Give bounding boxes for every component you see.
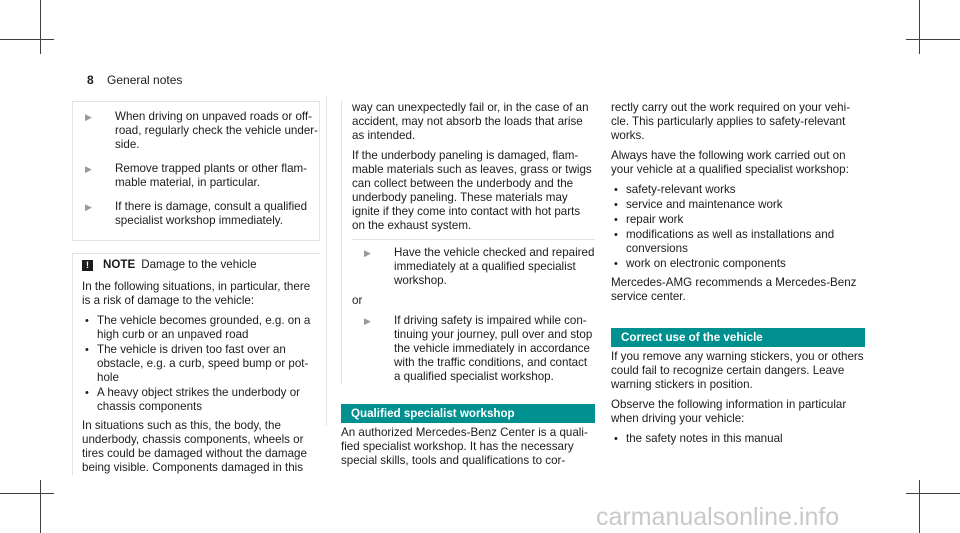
note-closing: In situations such as this, the body, the underbody, chassis components, wheels or tires could be damaged without the damage being visible. Components damaged in this (82, 419, 307, 474)
crop-mark (40, 0, 41, 54)
step-item (73, 162, 319, 190)
step-item (352, 246, 595, 288)
list-item (611, 213, 865, 227)
crop-mark (906, 39, 960, 40)
list-item-text: modifications as well as installations and conversions (626, 228, 835, 255)
step-text: If there is damage, consult a qualified specialist workshop immediately. (115, 200, 308, 227)
action-box (352, 239, 595, 384)
page-title: General notes (107, 73, 183, 87)
crop-mark (906, 493, 960, 494)
list-item (611, 432, 865, 446)
page-number: 8 (87, 73, 94, 87)
list-item-text: The vehicle is driven too fast over an obstacle, e.g. a curb, speed bump or pot-hole (97, 343, 309, 384)
list-item-text: the safety notes in this manual (626, 432, 783, 445)
list-item-text: A heavy object strikes the underbody or chassis components (97, 386, 301, 413)
note-label: NOTE (103, 258, 136, 271)
paragraph: An authorized Mercedes-Benz Center is a quali-fied specialist workshop. It has the necessary special skills, tools and qualifications to cor- (341, 426, 588, 467)
paragraph: Mercedes-AMG recommends a Mercedes-Benz service center. (611, 276, 857, 303)
bullet-list (611, 432, 865, 446)
paragraph: way can unexpectedly fail or, in the case of an accident, may not absorb the loads that arise as intended. (352, 101, 589, 142)
crop-mark (40, 480, 41, 533)
section-heading: Correct use of the vehicle (611, 328, 865, 347)
list-item-text: safety-relevant works (626, 183, 736, 196)
crop-mark (0, 39, 54, 40)
list-item-text: The vehicle becomes grounded, e.g. on a high curb or an unpaved road (97, 314, 311, 341)
list-item (611, 198, 865, 212)
bullet-icon: • (614, 433, 618, 445)
note-continuation (341, 101, 595, 384)
bullet-icon: • (614, 199, 618, 211)
list-item (611, 228, 865, 256)
column-1 (72, 101, 320, 481)
paragraph: rectly carry out the work required on your vehi-cle. This particularly applies to safety-relevant works. (611, 101, 851, 142)
paragraph: Observe the following information in particular when driving your vehicle: (611, 398, 847, 425)
note-bullet-list (82, 314, 320, 414)
or-text: or (352, 294, 363, 307)
step-text: When driving on unpaved roads or off-road, regularly check the vehicle under-side. (115, 110, 318, 151)
column-2 (341, 101, 595, 474)
paragraph: If you remove any warning stickers, you or others could fail to recognize certain dangers. Leave warning stickers in position. (611, 350, 864, 391)
note-intro: In the following situations, in particular, there is a risk of damage to the vehicle: (82, 280, 311, 307)
list-item (611, 257, 865, 271)
list-item-text: repair work (626, 213, 684, 226)
paragraph: Always have the following work carried out on your vehicle at a qualified specialist workshop: (611, 149, 849, 176)
arrow-right-icon: ▶ (85, 202, 92, 212)
bullet-icon: • (614, 214, 618, 226)
bullet-icon: • (614, 258, 618, 270)
column-divider (326, 96, 327, 426)
list-item (82, 343, 320, 385)
step-item (352, 314, 595, 384)
warning-icon: ! (82, 260, 93, 271)
list-item-text: service and maintenance work (626, 198, 783, 211)
note-box (72, 253, 320, 475)
crop-mark (919, 0, 920, 54)
crop-mark (919, 480, 920, 533)
bullet-icon: • (85, 315, 89, 327)
watermark: carmanualsonline.info (596, 503, 840, 531)
list-item (82, 314, 320, 342)
list-item (82, 386, 320, 414)
bullet-list (611, 183, 865, 271)
arrow-right-icon: ▶ (85, 164, 92, 174)
step-text: Remove trapped plants or other flam-mable material, in particular. (115, 162, 308, 189)
note-title: Damage to the vehicle (141, 258, 257, 271)
bullet-icon: • (85, 387, 89, 399)
paragraph: If the underbody paneling is damaged, flam-mable materials such as leaves, grass or twigs can collect between the underbody and the underbody paneling. These materials may ignite if they come into contact with hot parts on the exhaust system. (352, 149, 592, 232)
section-heading: Qualified specialist workshop (341, 404, 595, 423)
bullet-icon: • (614, 184, 618, 196)
steps-box (72, 101, 320, 241)
step-text: Have the vehicle checked and repaired immediately at a qualified specialist workshop. (394, 246, 595, 287)
bullet-icon: • (614, 229, 618, 241)
column-3 (611, 101, 865, 451)
step-item (73, 110, 319, 152)
step-item (73, 200, 319, 228)
list-item (611, 183, 865, 197)
arrow-right-icon: ▶ (85, 112, 92, 122)
crop-mark (0, 493, 54, 494)
arrow-right-icon: ▶ (364, 248, 371, 258)
step-text: If driving safety is impaired while con-tinuing your journey, pull over and stop the vehicle immediately in accordance with the traffic conditions, and contact a qualified specialist workshop. (394, 314, 593, 383)
note-header (82, 258, 320, 272)
bullet-icon: • (85, 344, 89, 356)
list-item-text: work on electronic components (626, 257, 786, 270)
arrow-right-icon: ▶ (364, 316, 371, 326)
page-header (87, 73, 182, 87)
